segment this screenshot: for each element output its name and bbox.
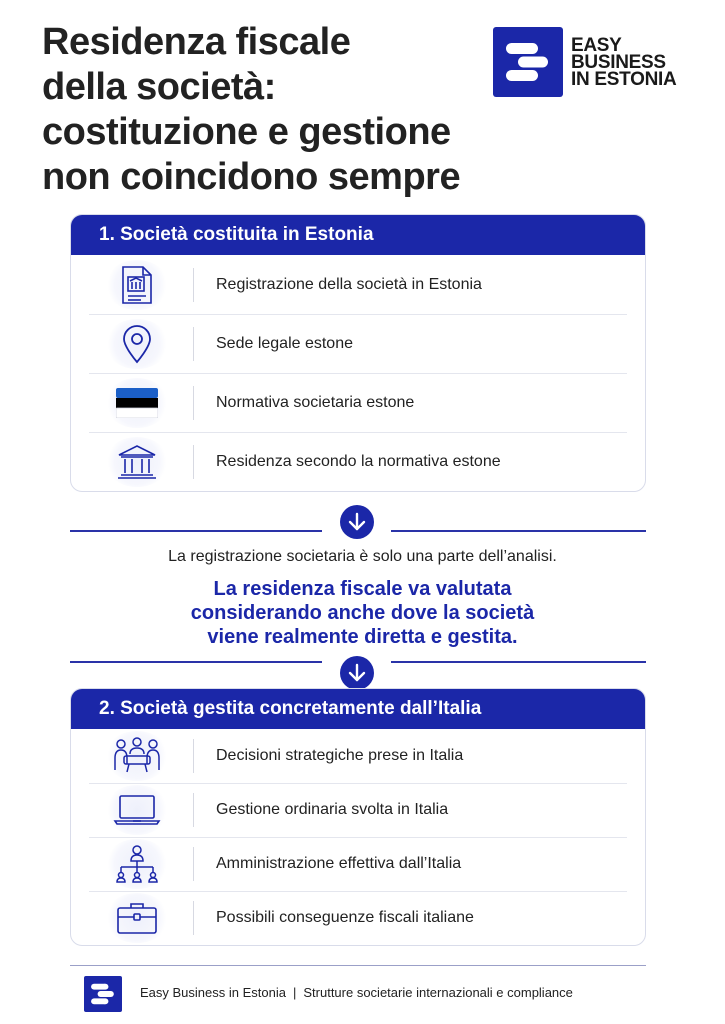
item-label: Registrazione della società in Estonia xyxy=(216,275,482,293)
brand-logo xyxy=(493,27,676,97)
registration-document-icon xyxy=(105,260,169,310)
stacked-pills-logo-icon xyxy=(84,976,122,1012)
item-label: Decisioni strategiche prese in Italia xyxy=(216,747,464,764)
key-message: La residenza fiscale va valutata considerando anche dove la società viene realmente diretta e gestita. xyxy=(190,578,535,648)
row-separator xyxy=(193,268,194,302)
footer-text xyxy=(140,985,573,1000)
location-pin-icon xyxy=(105,319,169,369)
list-item xyxy=(71,314,645,373)
section-italy-card xyxy=(70,688,646,946)
row-separator xyxy=(193,739,194,773)
list-item xyxy=(71,837,645,891)
footer-divider xyxy=(70,965,646,966)
institution-building-icon xyxy=(105,437,169,487)
org-chart-icon xyxy=(105,839,169,889)
row-separator xyxy=(193,901,194,935)
item-label: Residenza secondo la normativa estone xyxy=(216,452,501,470)
section-estonia-card xyxy=(70,214,646,492)
footer-separator: | xyxy=(292,985,297,1000)
item-label: Possibili conseguenze fiscali italiane xyxy=(216,909,474,926)
analysis-note: La registrazione societaria è solo una parte dell’analisi. xyxy=(168,548,557,565)
meeting-people-icon xyxy=(105,731,169,781)
row-separator xyxy=(193,847,194,881)
estonian-flag-icon xyxy=(105,378,169,428)
arrow-down-icon xyxy=(340,505,374,539)
row-separator xyxy=(193,327,194,361)
item-label: Gestione ordinaria svolta in Italia xyxy=(216,801,449,818)
page-title xyxy=(42,20,512,200)
list-item xyxy=(71,729,645,783)
item-label: Normativa societaria estone xyxy=(216,393,415,411)
row-separator xyxy=(193,386,194,420)
briefcase-icon xyxy=(105,893,169,943)
title-line: Residenza fiscale xyxy=(42,21,351,63)
arrow-down-icon xyxy=(340,656,374,690)
divider-line xyxy=(70,661,322,663)
list-item xyxy=(71,373,645,432)
divider-line xyxy=(70,530,322,532)
footer-brand: Easy Business in Estonia xyxy=(140,985,286,1000)
laptop-icon xyxy=(105,785,169,835)
title-line: della società: xyxy=(42,66,276,108)
divider-line xyxy=(391,530,646,532)
row-separator xyxy=(193,445,194,479)
brand-name: EASY BUSINESS IN ESTONIA xyxy=(571,34,677,90)
item-label: Sede legale estone xyxy=(216,334,353,352)
list-item xyxy=(71,783,645,837)
stacked-pills-logo-icon xyxy=(493,27,563,97)
section-heading: 1. Società costituita in Estonia xyxy=(71,215,645,255)
list-item xyxy=(71,255,645,314)
item-label: Amministrazione effettiva dall’Italia xyxy=(216,855,462,872)
footer-tagline: Strutture societarie internazionali e compliance xyxy=(303,985,573,1000)
divider-line xyxy=(391,661,646,663)
section-heading: 2. Società gestita concretamente dall’Italia xyxy=(71,689,645,729)
list-item xyxy=(71,891,645,945)
row-separator xyxy=(193,793,194,827)
list-item xyxy=(71,432,645,491)
title-line: costituzione e gestione xyxy=(42,111,451,153)
title-line: non coincidono sempre xyxy=(42,156,461,198)
